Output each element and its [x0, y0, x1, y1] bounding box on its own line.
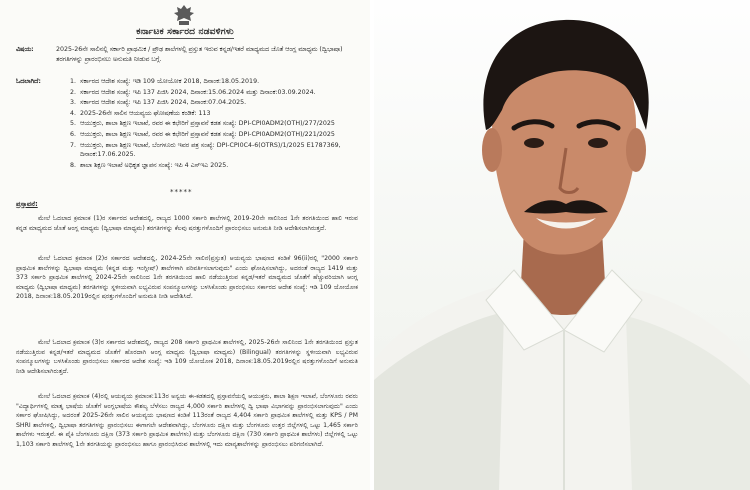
reference-text: ಸರ್ಕಾರದ ಆದೇಶ ಸಂಖ್ಯೆ: ಇಪಿ 137 ಪಿಜಿಸಿ 2024, ದಿನಾಂಕ:07.04.2025.	[80, 99, 247, 107]
document-header-text: ಕರ್ನಾಟಕ ಸರ್ಕಾರದ ನಡವಳಿಗಳು	[136, 27, 234, 37]
reference-text: ಸರ್ಕಾರದ ಆದೇಶ ಸಂಖ್ಯೆ: ಇಡಿ 109 ಯೋಯೋಕ 2018, ದಿನಾಂಕ:18.05.2019.	[80, 78, 260, 85]
reference-text: ಸರ್ಕಾರದ ಆದೇಶ ಸಂಖ್ಯೆ: ಇಪಿ 137 ಪಿಜಿಸಿ 2024, ದಿನಾಂಕ:15.06.2024 ಮತ್ತು ದಿನಾಂಕ:03.09.2024.	[80, 88, 316, 96]
reference-item	[70, 119, 361, 128]
reference-number: 6.	[70, 130, 77, 138]
preamble-paragraph: ಮೇಲೆ ಓದಲಾದ ಕ್ರಮಾಂಕ (3)ರ ಸರ್ಕಾರದ ಆದೇಶದಲ್ಲಿ, ರಾಜ್ಯದ 208 ಸರ್ಕಾರಿ ಪ್ರಾಥಮಿಕ ಶಾಲೆಗಳಲ್ಲಿ, 2025-26ನೇ ಸಾಲಿನಿಂದ 1ನೇ ತರಗತಿಯಿಂದ ಪ್ರಸ್ತುತ ನಡೆಯುತ್ತಿರುವ ಕನ್ನಡ/ಇತರೆ ಮಾಧ್ಯಮದ ಜೊತೆಗೆ ಹೊರದಾಗಿ ಆಂಗ್ಲ ಮಾಧ್ಯಮ (ದ್ವಿಭಾಷಾ ಮಾಧ್ಯಮ) (Bilingual) ತರಗತಿಗಳನ್ನು ಸ್ಥಳೀಯವಾಗಿ ಲಭ್ಯವಿರುವ ಸಂಪನ್ಮೂಲಗಳನ್ನು ಬಳಸಿಕೊಂಡು ಪ್ರಾರಂಭಿಸಲು ಸರ್ಕಾರದ ಆದೇಶ ಸಂಖ್ಯೆ: ಇಡಿ 109 ಯೋಯೋಕ 2018, ದಿನಾಂಕ:18.05.2019ರಲ್ಲಿನ ಷರತ್ತುಗಳೊಂದಿಗೆ ಅನುಮತಿ ನೀಡಿ ಆದೇಶಿಸಲಾಗಿರುತ್ತದೆ.	[16, 339, 358, 375]
reference-number: 1.	[70, 78, 77, 85]
references-section	[16, 77, 361, 171]
subject-label: ವಿಷಯ:	[16, 46, 34, 53]
preamble-paragraph: ಮೇಲೆ ಓದಲಾದ ಕ್ರಮಾಂಕ (1)ರ ಸರ್ಕಾರದ ಆದೇಶದಲ್ಲಿ, ರಾಜ್ಯದ 1000 ಸರ್ಕಾರಿ ಶಾಲೆಗಳಲ್ಲಿ 2019-20ನೇ ಸಾಲಿನಿಂದ 1ನೇ ತರಗತಿಯಿಂದ ಹಾಲಿ ಇರುವ ಕನ್ನಡ ಮಾಧ್ಯಮದ ಜೊತೆ ಆಂಗ್ಲ ಮಾಧ್ಯಮ (ದ್ವಿಭಾಷಾ ಮಾಧ್ಯಮ) ತರಗತಿಗಳನ್ನು ಕೆಲವು ಷರತ್ತುಗಳೊಂದಿಗೆ ಪ್ರಾರಂಭಿಸಲು ಅನುಮತಿ ನೀಡಿ ಆದೇಶಿಸಲಾಗಿರುತ್ತದೆ.	[16, 215, 358, 232]
reference-number: 5.	[70, 120, 77, 128]
references-list	[70, 77, 361, 170]
right-ear	[626, 128, 646, 172]
reference-number: 2.	[70, 88, 77, 96]
subject-section	[16, 45, 361, 65]
state-emblem-icon	[169, 3, 199, 27]
reference-text: ಆಯುಕ್ತರು, ಶಾಲಾ ಶಿಕ್ಷಣ ಇಲಾಖೆ, ರವರ ಈ ಕಛೇರಿಗೆ ಪ್ರಸ್ತಾವನೆ ಕಡತ ಸಂಖ್ಯೆ: DPI-CPI0ADM2(OTH)/277/2025	[80, 120, 335, 128]
reference-item	[70, 88, 361, 97]
document-header	[0, 27, 370, 37]
reference-item	[70, 130, 361, 139]
reference-item	[70, 98, 361, 107]
right-eye	[588, 138, 608, 148]
reference-text: ಶಾಲಾ ಶಿಕ್ಷಣ ಇಲಾಖೆ ಅಧಿಕೃತ ಜ್ಞಾಪನ ಸಂಖ್ಯೆ: ಇಪಿ 4 ಎಸ್‌ಇಎ 2025.	[80, 161, 229, 169]
portrait-illustration	[374, 0, 750, 490]
reference-text: ಆಯುಕ್ತರು, ಶಾಲಾ ಶಿಕ್ಷಣ ಇಲಾಖೆ, ಬೆಂಗಳೂರು ಇವರ ಪತ್ರ ಸಂಖ್ಯೆ: DPI-CPI0C4-6(OTRS)/1/2025 E1787369, ದಿನಾಂಕ:17.06.2025.	[80, 141, 341, 158]
preamble-paragraph: ಮೇಲೆ ಓದಲಾದ ಕ್ರಮಾಂಕ (4)ರಲ್ಲಿ ಆಯವ್ಯಯ ಕ್ರಮಾಂಕ:113ರ ಅನ್ವಯ ಈ-ಕಡತದಲ್ಲಿ ಪ್ರಸ್ತಾವನೆಯಲ್ಲಿ ಆಯುಕ್ತರು, ಶಾಲಾ ಶಿಕ್ಷಣ ಇಲಾಖೆ, ಬೆಂಗಳೂರು ರವರು "ವಿದ್ಯಾರ್ಥಿಗಳಲ್ಲಿ ಮಾತೃ ಭಾಷೆಯ ಜೊತೆಗೆ ಆಂಗ್ಲಭಾಷೆಯ ಕೌಶಲ್ಯ ಬೆಳೆಸಲು ರಾಜ್ಯದ 4,000 ಸರ್ಕಾರಿ ಶಾಲೆಗಳಲ್ಲಿ ದ್ವಿ ಭಾಷಾ ವಿಭಾಗವನ್ನು ಪ್ರಾರಂಭಿಸಲಾಗುವುದು" ಎಂದು ಸರ್ಕಾರ ಘೋಷಿಸಿದ್ದು, ಅದರಂತೆ 2025-26ನೇ ಸಾಲಿನ ಆಯವ್ಯಯ ಭಾಷಣದ ಕಂಡಿಕೆ 113ರಂತೆ ರಾಜ್ಯದ 4,404 ಸರ್ಕಾರಿ ಪ್ರಾಥಮಿಕ ಶಾಲೆಗಳಲ್ಲಿ ಮತ್ತು KPS / PM SHRI ಶಾಲೆಗಳಲ್ಲಿ, ದ್ವಿಭಾಷಾ ತರಗತಿಗಳನ್ನು ಪ್ರಾರಂಭಿಸಲು ಈಗಾಗಲೇ ಆದೇಶವಾಗಿದ್ದು, ಬೆಂಗಳೂರು ದಕ್ಷಿಣ ಮತ್ತು ಬೆಂಗಳೂರು ಉತ್ತರ ಜಿಲ್ಲೆಗಳಲ್ಲಿ ಒಟ್ಟು 1,465 ಸರ್ಕಾರಿ ಶಾಲೆಗಳು ಇರುತ್ತವೆ. ಈ ಪೈಕಿ ಬೆಂಗಳೂರು ದಕ್ಷಿಣ (373 ಸರ್ಕಾರಿ ಪ್ರಾಥಮಿಕ ಶಾಲೆಗಳು) ಮತ್ತು ಬೆಂಗಳೂರು ದಕ್ಷಿಣ (730 ಸರ್ಕಾರಿ ಪ್ರಾಥಮಿಕ ಶಾಲೆಗಳು) ಜಿಲ್ಲೆಗಳಲ್ಲಿ ಒಟ್ಟು 1,103 ಸರ್ಕಾರಿ ಶಾಲೆಗಳಲ್ಲಿ 1ನೇ ತರಗತಿಯನ್ನು ಪ್ರಾರಂಭಿಸಲು ಹಾಗೂ ಪ್ರಾರಂಭಿಸಿರುವ ಶಾಲೆಗಳಲ್ಲಿ ಇದು ಮಾನ್ಯಶಾಲೆಗಳನ್ನು ಪ್ರಾರಂಭಿಸಲು ಪರಿಗಣಿಸಲಾಗಿದೆ.	[16, 393, 358, 448]
reference-number: 7.	[70, 141, 77, 149]
left-ear	[482, 128, 502, 172]
section-divider-stars: *****	[170, 188, 193, 196]
government-order-document	[0, 0, 370, 490]
reference-text: 2025-26ನೇ ಸಾಲಿನ ಆಯವ್ಯಯ ಘೋಷಣೆಯ ಕಂಡಿಕೆ: 113	[80, 109, 211, 117]
references-label: ಓದಲಾಗಿದೆ:	[16, 78, 41, 85]
reference-item	[70, 109, 361, 118]
reference-item	[70, 141, 361, 160]
reference-item	[70, 161, 361, 170]
subject-text: 2025-26ನೇ ಸಾಲಿನಲ್ಲಿ ಸರ್ಕಾರಿ ಪ್ರಾಥಮಿಕ / ಪ್ರೌಢ ಶಾಲೆಗಳಲ್ಲಿ ಪ್ರಸ್ತುತ ಇರುವ ಕನ್ನಡ/ಇತರೆ ಮಾಧ್ಯಮದ ಜೊತೆ ಆಂಗ್ಲ ಮಾಧ್ಯಮ (ದ್ವಿಭಾಷಾ) ತರಗತಿಗಳನ್ನು ಪ್ರಾರಂಭಿಸಲು ಅನುಮತಿ ನೀಡುವ ಬಗ್ಗೆ.	[56, 46, 343, 63]
reference-item	[70, 77, 361, 86]
reference-number: 8.	[70, 161, 77, 169]
portrait-photo	[374, 0, 750, 490]
reference-number: 4.	[70, 109, 77, 117]
reference-text: ಆಯುಕ್ತರು, ಶಾಲಾ ಶಿಕ್ಷಣ ಇಲಾಖೆ, ರವರ ಈ ಕಛೇರಿಗೆ ಪ್ರಸ್ತಾವನೆ ಕಡತ ಸಂಖ್ಯೆ: DPI-CPI0ADM2(OTH)/221/2025	[80, 130, 335, 138]
preamble-paragraph: ಮೇಲೆ ಓದಲಾದ ಕ್ರಮಾಂಕ (2)ರ ಸರ್ಕಾರದ ಆದೇಶದಲ್ಲಿ, 2024-25ನೇ ಸಾಲಿನ(ಪ್ರಸ್ತುತ) ಆಯವ್ಯಯ ಭಾಷಣದ ಕಂಡಿಕೆ 96(ii)ರಲ್ಲಿ "2000 ಸರ್ಕಾರಿ ಪ್ರಾಥಮಿಕ ಶಾಲೆಗಳನ್ನು ದ್ವಿಭಾಷಾ ಮಾಧ್ಯಮ (ಕನ್ನಡ ಮತ್ತು ಇಂಗ್ಲೀಷ್) ಶಾಲೆಗಳಾಗಿ ಪರಿವರ್ತಿಸಲಾಗುವುದು" ಎಂದು ಘೋಷಿಸಲಾಗಿದ್ದು, ಅದರಂತೆ ರಾಜ್ಯದ 1419 ಮತ್ತು 373 ಸರ್ಕಾರಿ ಪ್ರಾಥಮಿಕ ಶಾಲೆಗಳಲ್ಲಿ 2024-25ನೇ ಸಾಲಿನಿಂದ 1ನೇ ತರಗತಿಯಿಂದ ಹಾಲಿ ನಡೆಯುತ್ತಿರುವ ಕನ್ನಡ/ಇತರೆ ಮಾಧ್ಯಮದ ಜೊತೆಗೆ ಹೆಚ್ಚುವರಿಯಾಗಿ ಆಂಗ್ಲ ಮಾಧ್ಯಮ (ದ್ವಿಭಾಷಾ ಮಾಧ್ಯಮ) ತರಗತಿಗಳನ್ನು ಸ್ಥಳೀಯವಾಗಿ ಲಭ್ಯವಿರುವ ಸಂಪನ್ಮೂಲಗಳನ್ನು ಬಳಸಿಕೊಂಡು ಪ್ರಾರಂಭಿಸಲು ಸರ್ಕಾರದ ಆದೇಶ ಸಂಖ್ಯೆ: ಇಡಿ 109 ಯೋಯೋಕ 2018, ದಿನಾಂಕ:18.05.2019ರಲ್ಲಿನ ಷರತ್ತುಗಳೊಂದಿಗೆ ಅನುಮತಿ ನೀಡಿ ಆದೇಶಿಸಿದೆ.	[16, 255, 358, 300]
left-eye	[524, 138, 544, 148]
reference-number: 3.	[70, 99, 77, 107]
preamble-title: ಪ್ರಸ್ತಾವನೆ:	[16, 200, 38, 208]
